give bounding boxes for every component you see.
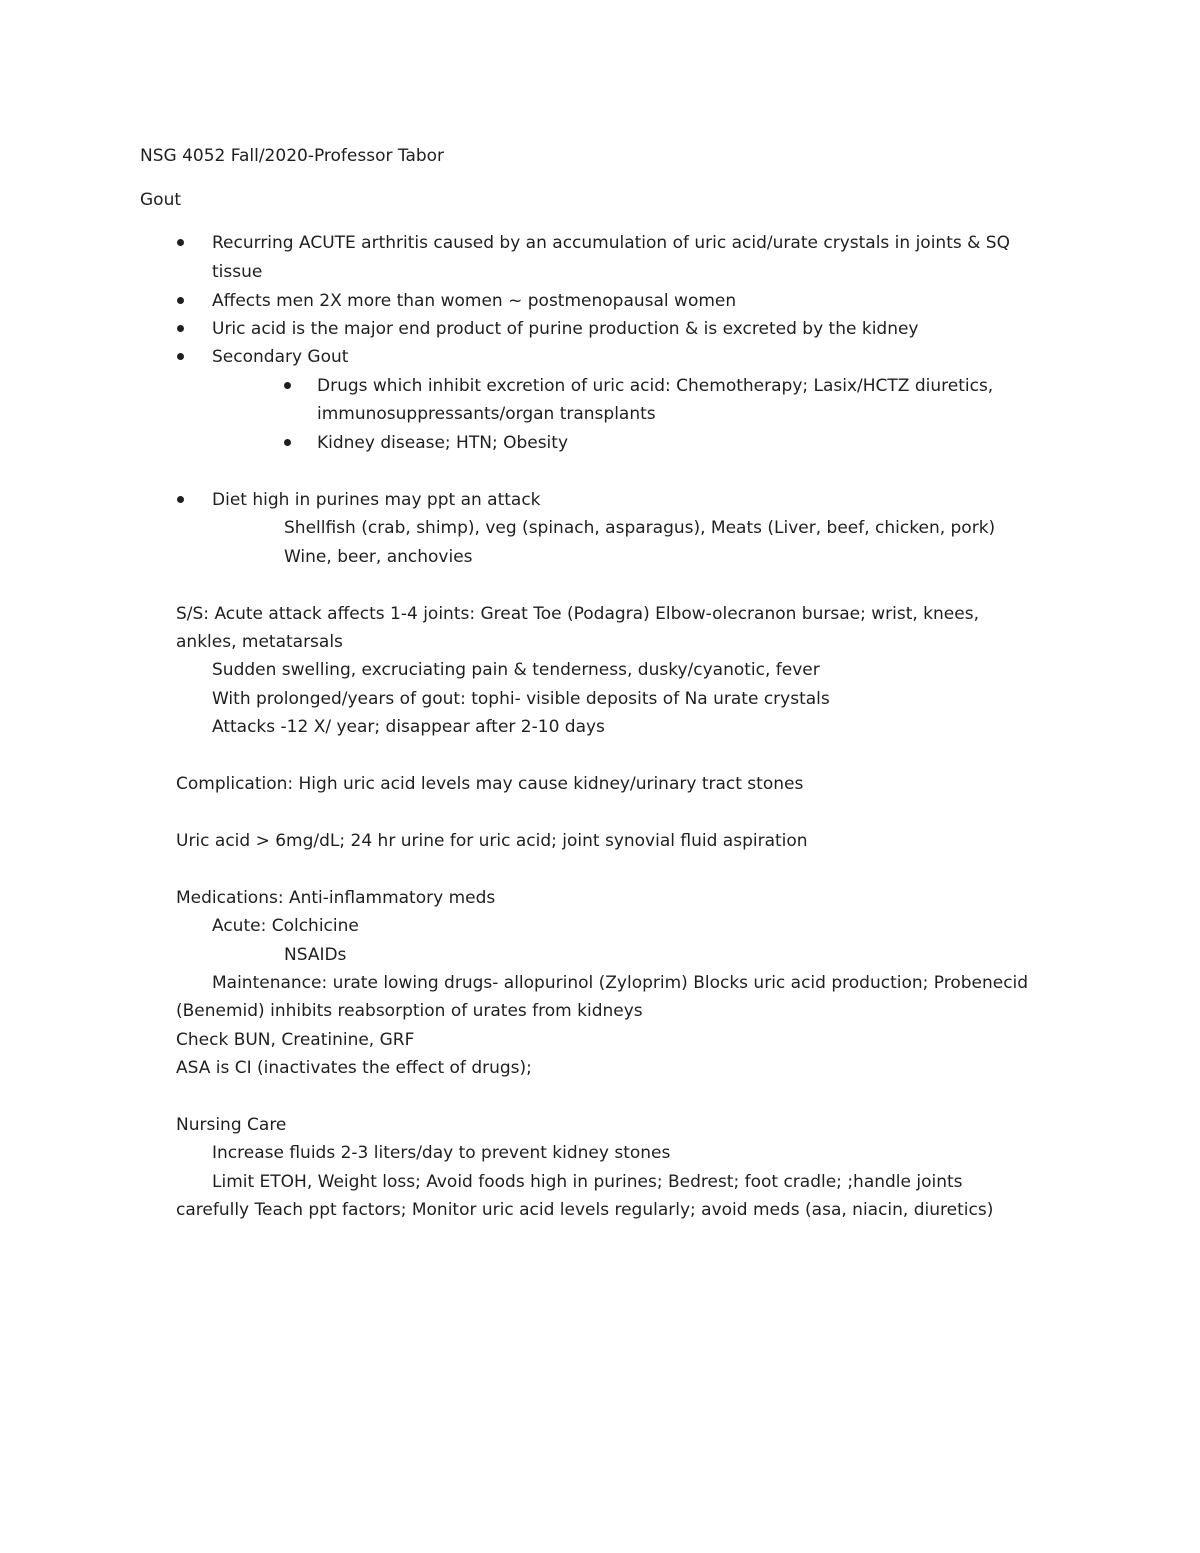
diet-foods-line: Shellfish (crab, shimp), veg (spinach, asparagus), Meats (Liver, beef, chicken, pork) [284,518,996,538]
bullet-marker [177,496,184,503]
bullet-item: Diet high in purines may ppt an attack [212,490,541,510]
medications-nsaids: NSAIDs [284,945,347,965]
bullet-item: Recurring ACUTE arthritis caused by an accumulation of uric acid/urate crystals in joints & SQ [212,233,1010,253]
sub-bullet-item: Kidney disease; HTN; Obesity [317,433,569,453]
bullet-marker [177,353,184,360]
labs-line: Uric acid > 6mg/dL; 24 hr urine for uric acid; joint synovial fluid aspiration [176,831,808,851]
medications-maintenance: Maintenance: urate lowing drugs- allopurinol (Zyloprim) Blocks uric acid production; Probenecid [212,973,1029,993]
medications-maintenance-continuation: (Benemid) inhibits reabsorption of urates from kidneys [176,1001,643,1021]
sub-bullet-marker [284,382,291,389]
complication-line: Complication: High uric acid levels may cause kidney/urinary tract stones [176,774,804,794]
document-title: Gout [140,190,182,210]
signs-symptoms-line: With prolonged/years of gout: tophi- visible deposits of Na urate crystals [212,689,830,709]
bullet-marker [177,297,184,304]
nursing-care-line: Limit ETOH, Weight loss; Avoid foods high in purines; Bedrest; foot cradle; ;handle joints [212,1172,963,1192]
sub-bullet-item: Drugs which inhibit excretion of uric acid: Chemotherapy; Lasix/HCTZ diuretics, [317,376,994,396]
bullet-item-continuation: tissue [212,262,263,282]
sub-bullet-item-continuation: immunosuppressants/organ transplants [317,404,656,424]
medications-check: Check BUN, Creatinine, GRF [176,1030,415,1050]
nursing-care-line: carefully Teach ppt factors; Monitor uric acid levels regularly; avoid meds (asa, niacin, diuretics) [176,1200,994,1220]
medications-asa: ASA is CI (inactivates the effect of drugs); [176,1058,532,1078]
sub-bullet-marker [284,439,291,446]
signs-symptoms-line: S/S: Acute attack affects 1-4 joints: Great Toe (Podagra) Elbow-olecranon bursae; wrist, knees, [176,604,979,624]
medications-acute: Acute: Colchicine [212,916,359,936]
bullet-item: Affects men 2X more than women ~ postmenopausal women [212,291,737,311]
document-header: NSG 4052 Fall/2020-Professor Tabor [140,146,445,166]
bullet-item: Uric acid is the major end product of purine production & is excreted by the kidney [212,319,919,339]
medications-heading: Medications: Anti-inflammatory meds [176,888,496,908]
signs-symptoms-line: Attacks -12 X/ year; disappear after 2-10 days [212,717,605,737]
bullet-marker [177,239,184,246]
signs-symptoms-line: ankles, metatarsals [176,632,343,652]
nursing-care-heading: Nursing Care [176,1115,287,1135]
signs-symptoms-line: Sudden swelling, excruciating pain & tenderness, dusky/cyanotic, fever [212,660,820,680]
bullet-marker [177,325,184,332]
diet-drinks-line: Wine, beer, anchovies [284,547,473,567]
nursing-care-line: Increase fluids 2-3 liters/day to prevent kidney stones [212,1143,671,1163]
bullet-item: Secondary Gout [212,347,349,367]
